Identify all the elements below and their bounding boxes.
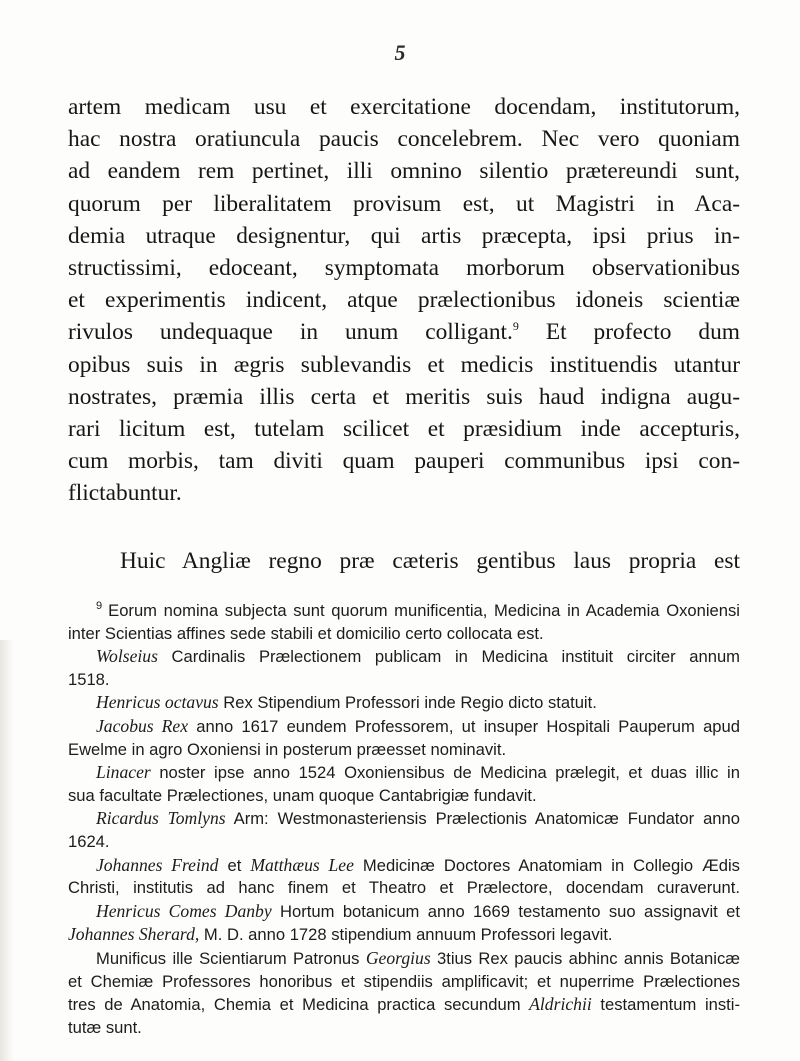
footnote-mark: 9 <box>96 600 103 613</box>
text-line: structissimi, edoceant, symptomata morborum observationibus <box>68 255 740 282</box>
main-paragraph <box>68 91 740 510</box>
footnote-entry-freind-lee: Johannes Freind et Matthæus Lee Medicinæ Doctores Anatomiam in Collegio Ædis <box>96 854 740 875</box>
person-name: Jacobus Rex <box>96 715 189 736</box>
text-line: quorum per liberalitatem provisum est, ut Magistri in Aca- <box>68 190 740 217</box>
text-line: et experimentis indicent, atque prælectionibus idoneis scientiæ <box>68 287 740 314</box>
footnote-line: tres de Anatomia, Chemia et Medicina practica secundum Aldrichii testamentum insti- <box>68 994 740 1015</box>
person-name: Linacer <box>96 762 151 783</box>
text-line: cum morbis, tam diviti quam pauperi communibus ipsi con- <box>68 448 740 475</box>
second-paragraph <box>68 545 740 577</box>
person-name: Matthæus Lee <box>250 854 354 875</box>
footnote-line: tutæ sunt. <box>68 1017 142 1037</box>
text-fragment: Et profecto dum <box>545 319 740 346</box>
footnote-entry-jacobus: Jacobus Rex anno 1617 eundem Professorem, ut insuper Hospitali Pauperum apud <box>96 715 740 736</box>
footnote-line: 1624. <box>68 831 110 851</box>
footnote-entry-henricus: Henricus octavus Rex Stipendium Professori inde Regio dicto statuit. <box>96 692 597 713</box>
person-name: Georgius <box>365 947 431 968</box>
footnote-line: sua facultate Prælectiones, unam quoque Cantabrigiæ fundavit. <box>68 785 537 805</box>
footnote-block <box>68 600 740 1039</box>
footnote-entry-georgius: Munificus ille Scientiarum Patronus Georgius 3tius Rex paucis abhinc annis Botanicæ <box>96 947 740 968</box>
text-line: Huic Angliæ regno præ cæteris gentibus laus propria est <box>120 548 740 574</box>
text-line: ad eandem rem pertinet, illi omnino silentio prætereundi sunt, <box>68 158 740 185</box>
person-name: Johannes Sherard, <box>68 924 200 945</box>
footnote-line: inter Scientias affines sede stabili et domicilio certo collocata est. <box>68 623 544 643</box>
person-name: Wolseius <box>96 646 158 667</box>
person-name: Ricardus Tomlyns <box>96 808 226 829</box>
footnote-line: et Chemiæ Professores honoribus et stipendiis amplificavit; et nuperrime Prælectiones <box>68 971 740 991</box>
footnote-entry-linacer: Linacer noster ipse anno 1524 Oxoniensibus de Medicina prælegit, et duas illic in <box>96 762 740 783</box>
text-line-with-footnote <box>68 316 740 348</box>
person-name: Henricus octavus <box>96 692 219 713</box>
footnote-line: 1518. <box>68 669 110 689</box>
text-line: nostrates, præmia illis certa et meritis suis haud indigna augu- <box>68 383 740 410</box>
text-line: demia utraque designentur, qui artis præcepta, ipsi prius in- <box>68 222 740 249</box>
scan-shadow-edge <box>0 640 14 1061</box>
footnote-reference[interactable]: 9 <box>512 319 519 334</box>
page-number: 5 <box>394 40 406 65</box>
footnote-line: Ewelme in agro Oxoniensi in posterum præesset nominavit. <box>68 739 507 759</box>
footnote-line: Christi, institutis ad hanc finem et Theatro et Prælectore, docendam curaverunt. <box>68 878 740 898</box>
text-line: artem medicam usu et exercitatione docendam, institutorum, <box>68 94 740 120</box>
person-name: Aldrichii <box>529 994 592 1015</box>
footnote-line: $^9$ Eorum nomina subjecta sunt quorum munificentia, Medicina in Academia Oxoniensi <box>96 600 740 620</box>
text-fragment: rivulos undequaque in unum colligant. <box>68 319 513 346</box>
person-name: Johannes Freind <box>96 854 219 875</box>
text-line: rari licitum est, tutelam scilicet et præsidium inde accepturis, <box>68 416 740 443</box>
person-name: Henricus Comes Danby <box>96 900 272 921</box>
text-line: opibus suis in ægris sublevandis et medicis instituendis utantur <box>68 351 740 378</box>
text-line: flictabuntur. <box>68 480 182 507</box>
footnote-entry-ricardus: Ricardus Tomlyns Arm: Westmonasteriensis Prælectionis Anatomicæ Fundator anno <box>96 808 740 829</box>
text-line: hac nostra oratiuncula paucis concelebrem. Nec vero quoniam <box>68 126 740 153</box>
footnote-entry-sherard: Johannes Sherard, M. D. anno 1728 stipendium annuum Professori legavit. <box>68 924 613 945</box>
footnote-entry-wolseius: Wolseius Cardinalis Prælectionem publicam in Medicina instituit circiter annum <box>96 646 740 667</box>
footnote-entry-danby: Henricus Comes Danby Hortum botanicum anno 1669 testamento suo assignavit et <box>96 900 740 921</box>
